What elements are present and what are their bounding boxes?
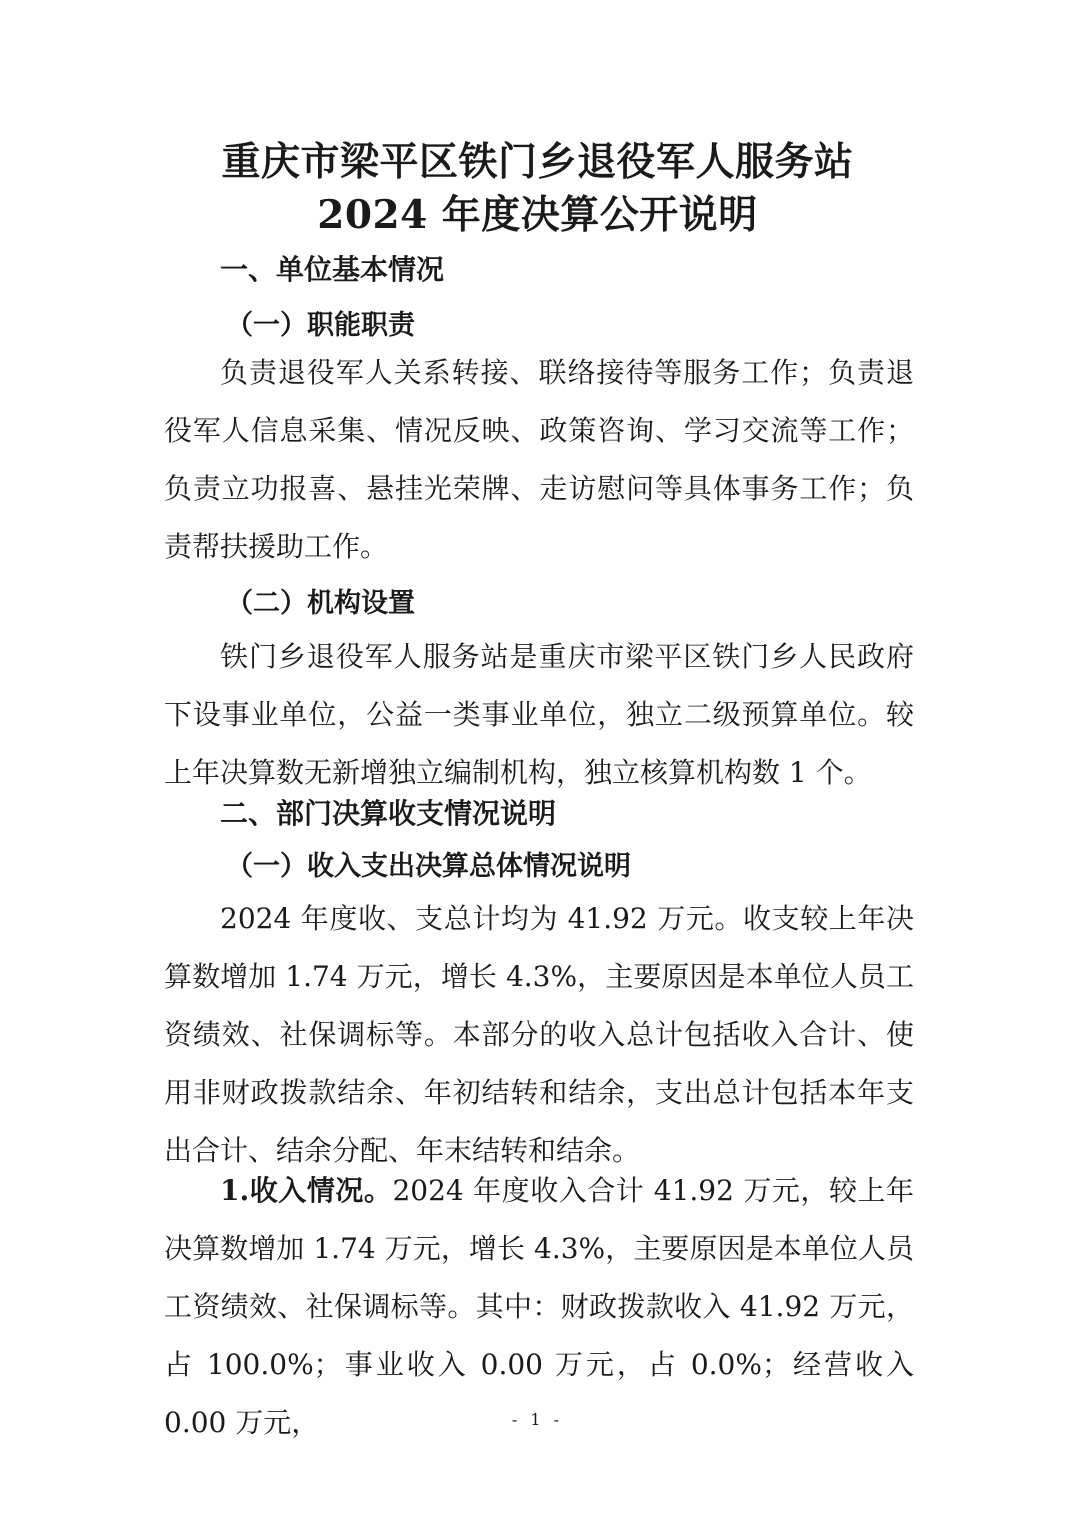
income-label: 1.收入情况。 bbox=[220, 1174, 393, 1207]
income-paragraph bbox=[164, 1162, 914, 1452]
document-title-line2: 2024 年度决算公开说明 bbox=[317, 192, 758, 238]
section1-sub1-text: 负责退役军人关系转接、联络接待等服务工作；负责退役军人信息采集、情况反映、政策咨询、学习交流等工作；负责立功报喜、悬挂光荣牌、走访慰问等具体事务工作；负责帮扶援助工作。 bbox=[164, 356, 914, 563]
section2-sub1-text: 2024 年度收、支总计均为 41.92 万元。收支较上年决算数增加 1.74 万元，增长 4.3%，主要原因是本单位人员工资绩效、社保调标等。本部分的收入总计包括收入合计、使用非财政拨款结余、年初结转和结余，支出总计包括本年支出合计、结余分配、年末结转和结余。 bbox=[164, 902, 914, 1167]
section2-heading: 二、部门决算收支情况说明 bbox=[220, 797, 557, 830]
section1-sub1-heading: （一）职能职责 bbox=[226, 310, 415, 341]
section2-sub1-heading: （一）收入支出决算总体情况说明 bbox=[226, 851, 631, 882]
section1-heading: 一、单位基本情况 bbox=[220, 253, 445, 286]
page-number: - 1 - bbox=[511, 1410, 564, 1429]
document-title-line1: 重庆市梁平区铁门乡退役军人服务站 bbox=[221, 139, 854, 185]
section1-sub2-text: 铁门乡退役军人服务站是重庆市梁平区铁门乡人民政府下设事业单位，公益一类事业单位，独立二级预算单位。较上年决算数无新增独立编制机构，独立核算机构数 1 个。 bbox=[164, 640, 914, 789]
section1-sub2-heading: （二）机构设置 bbox=[226, 588, 415, 619]
income-text: 2024 年度收入合计 41.92 万元，较上年决算数增加 1.74 万元，增长 4.3%，主要原因是本单位人员工资绩效、社保调标等。其中：财政拨款收入 41.92 万元，占 100.0%；事业收入 0.00 万元，占 0.0%；经营收入 0.00 万元， bbox=[164, 1174, 915, 1439]
